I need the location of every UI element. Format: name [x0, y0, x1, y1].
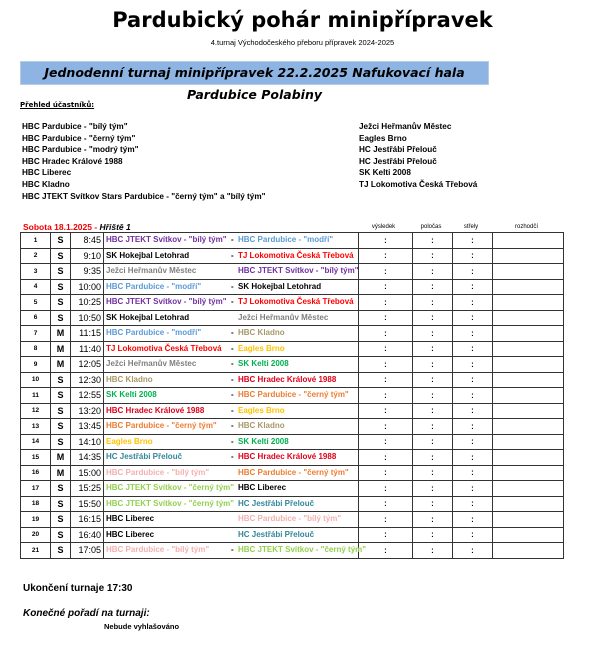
match-teams [104, 481, 359, 497]
home-team: HC Jestřábi Přelouč [106, 452, 183, 461]
shots-cell: : [453, 543, 493, 559]
home-team: HBC Pardubice - "modří" [106, 328, 202, 337]
half-cell: : [413, 434, 453, 450]
shots-cell: : [453, 357, 493, 373]
match-time: 16:40 [71, 527, 104, 543]
away-team: HBC Pardubice - "černý tým" [238, 467, 349, 477]
match-number: 6 [21, 310, 51, 326]
referee-cell [493, 233, 564, 249]
result-cell: : [359, 543, 413, 559]
match-category: S [51, 248, 71, 264]
home-team: SK Hokejbal Letohrad [106, 250, 190, 260]
match-dash: - [231, 421, 234, 430]
match-teams [104, 527, 359, 543]
match-category: M [51, 465, 71, 481]
referee-cell [493, 481, 564, 497]
result-cell: : [359, 295, 413, 311]
match-dash: - [231, 374, 234, 384]
match-category: S [51, 295, 71, 311]
away-team: TJ Lokomotiva Česká Třebová [238, 297, 354, 306]
participant-item: SK Kelti 2008 [359, 168, 411, 178]
match-number: 13 [21, 419, 51, 435]
match-row [21, 357, 564, 373]
match-time: 13:45 [71, 419, 104, 435]
shots-cell: : [453, 233, 493, 249]
match-number: 1 [21, 233, 51, 249]
match-teams [104, 279, 359, 295]
half-cell: : [413, 248, 453, 264]
half-cell: : [413, 496, 453, 512]
home-team: HBC JTEKT Svítkov - "bílý tým" [106, 235, 227, 244]
match-category: M [51, 326, 71, 342]
participants-heading: Přehled účastníků: [20, 101, 95, 109]
match-category: S [51, 279, 71, 295]
match-row [21, 233, 564, 249]
match-number: 11 [21, 388, 51, 404]
match-number: 14 [21, 434, 51, 450]
match-dash: - [231, 436, 234, 446]
match-category: S [51, 496, 71, 512]
referee-cell [493, 388, 564, 404]
header-half: poločas [420, 224, 442, 230]
referee-cell [493, 496, 564, 512]
match-number: 4 [21, 279, 51, 295]
match-time: 13:20 [71, 403, 104, 419]
match-time: 8:45 [71, 233, 104, 249]
referee-cell [493, 372, 564, 388]
half-cell: : [413, 465, 453, 481]
result-cell: : [359, 341, 413, 357]
match-number: 10 [21, 372, 51, 388]
match-row [21, 403, 564, 419]
home-team: SK Kelti 2008 [106, 390, 157, 399]
match-row [21, 434, 564, 450]
match-time: 10:00 [71, 279, 104, 295]
match-time: 11:15 [71, 326, 104, 342]
participants-left [22, 121, 266, 202]
match-teams [104, 326, 359, 342]
match-teams [104, 512, 359, 528]
match-category: S [51, 481, 71, 497]
match-row [21, 419, 564, 435]
shots-cell: : [453, 372, 493, 388]
match-teams [104, 434, 359, 450]
shots-cell: : [453, 295, 493, 311]
participant-item: HBC Kladno [22, 179, 70, 189]
match-teams [104, 403, 359, 419]
referee-cell [493, 450, 564, 466]
match-teams [104, 264, 359, 280]
match-number: 18 [21, 496, 51, 512]
match-category: S [51, 310, 71, 326]
home-team: HBC JTEKT Svítkov - "černý tým" [106, 483, 235, 492]
away-team: TJ Lokomotiva Česká Třebová [238, 250, 354, 260]
field-label: Hřiště 1 [99, 222, 131, 232]
match-dash: - [231, 235, 234, 244]
match-teams [104, 543, 367, 559]
match-number: 9 [21, 357, 51, 373]
referee-cell [493, 264, 564, 280]
result-cell: : [359, 403, 413, 419]
match-category: S [51, 372, 71, 388]
match-dash: - [231, 281, 234, 291]
shots-cell: : [453, 341, 493, 357]
match-teams [104, 465, 359, 481]
shots-cell: : [453, 496, 493, 512]
half-cell: : [413, 481, 453, 497]
final-standings-heading: Konečné pořadí na turnaji: [23, 608, 150, 619]
half-cell: : [413, 295, 453, 311]
home-team: HBC Hradec Králové 1988 [106, 405, 205, 415]
match-number: 17 [21, 481, 51, 497]
match-teams [104, 295, 359, 311]
match-row [21, 341, 564, 357]
participant-item: Eagles Brno [359, 133, 407, 143]
match-dash: - [231, 545, 234, 554]
away-team: HBC Pardubice - "modří" [238, 235, 334, 244]
half-cell: : [413, 543, 453, 559]
referee-cell [493, 279, 564, 295]
match-time: 17:05 [71, 543, 104, 559]
home-team: HBC Kladno [106, 374, 153, 384]
page-subtitle: 4.turnaj Východočeského přeboru přípravek 2024-2025 [210, 38, 395, 47]
result-cell: : [359, 326, 413, 342]
home-team: HBC JTEKT Svítkov - "bílý tým" [106, 297, 227, 306]
match-category: S [51, 264, 71, 280]
participant-item: TJ Lokomotiva Česká Třebová [359, 179, 478, 189]
result-cell: : [359, 419, 413, 435]
half-cell: : [413, 310, 453, 326]
match-row [21, 264, 564, 280]
match-time: 11:40 [71, 341, 104, 357]
home-team: TJ Lokomotiva Česká Třebová [106, 343, 222, 353]
match-time: 12:05 [71, 357, 104, 373]
home-team: HBC JTEKT Svítkov - "černý tým" [106, 498, 235, 508]
header-result: výsledek [371, 224, 396, 230]
match-dash: - [231, 250, 234, 260]
match-row [21, 295, 564, 311]
half-cell: : [413, 372, 453, 388]
match-dash: - [231, 405, 234, 415]
referee-cell [493, 419, 564, 435]
shots-cell: : [453, 527, 493, 543]
half-cell: : [413, 233, 453, 249]
match-category: S [51, 512, 71, 528]
home-team: HBC Pardubice - "černý tým" [106, 421, 217, 430]
match-time: 12:55 [71, 388, 104, 404]
match-category: S [51, 434, 71, 450]
shots-cell: : [453, 248, 493, 264]
half-cell: : [413, 279, 453, 295]
shots-cell: : [453, 481, 493, 497]
result-cell: : [359, 388, 413, 404]
shots-cell: : [453, 465, 493, 481]
match-time: 15:00 [71, 465, 104, 481]
away-team: SK Hokejbal Letohrad [238, 281, 322, 291]
participant-item: HC Jestřábi Přelouč [359, 145, 437, 155]
result-cell: : [359, 357, 413, 373]
match-time: 14:10 [71, 434, 104, 450]
shots-cell: : [453, 450, 493, 466]
result-cell: : [359, 310, 413, 326]
home-team: Ježci Heřmanův Městec [106, 266, 197, 275]
away-team: HBC JTEKT Svítkov - "černý tým" [238, 545, 367, 554]
match-time: 14:35 [71, 450, 104, 466]
match-time: 15:50 [71, 496, 104, 512]
match-time: 16:15 [71, 512, 104, 528]
away-team: HBC Liberec [238, 483, 287, 492]
match-number: 8 [21, 341, 51, 357]
referee-cell [493, 326, 564, 342]
match-row [21, 543, 564, 559]
match-time: 9:35 [71, 264, 104, 280]
referee-cell [493, 310, 564, 326]
match-time: 12:30 [71, 372, 104, 388]
home-team: HBC Liberec [106, 514, 155, 523]
match-number: 2 [21, 248, 51, 264]
shots-cell: : [453, 326, 493, 342]
match-number: 3 [21, 264, 51, 280]
match-row [21, 465, 564, 481]
home-team: HBC Pardubice - "modří" [106, 281, 202, 291]
match-time: 10:50 [71, 310, 104, 326]
referee-cell [493, 543, 564, 559]
result-cell: : [359, 264, 413, 280]
shots-cell: : [453, 264, 493, 280]
referee-cell [493, 341, 564, 357]
match-number: 5 [21, 295, 51, 311]
half-cell: : [413, 326, 453, 342]
referee-cell [493, 465, 564, 481]
half-cell: : [413, 450, 453, 466]
match-row [21, 372, 564, 388]
result-cell: : [359, 372, 413, 388]
home-team: Ježci Heřmanův Městec [106, 359, 197, 368]
header-shots: střely [463, 224, 479, 230]
match-time: 10:25 [71, 295, 104, 311]
home-team: SK Hokejbal Letohrad [106, 312, 190, 322]
result-cell: : [359, 434, 413, 450]
away-team: HBC JTEKT Svítkov - "bílý tým" [238, 266, 359, 275]
result-cell: : [359, 233, 413, 249]
match-number: 12 [21, 403, 51, 419]
match-teams [104, 388, 359, 404]
match-number: 15 [21, 450, 51, 466]
participant-item: HBC Liberec [22, 168, 72, 178]
half-cell: : [413, 527, 453, 543]
half-cell: : [413, 388, 453, 404]
away-team: Eagles Brno [238, 405, 285, 415]
match-row [21, 527, 564, 543]
match-time: 15:25 [71, 481, 104, 497]
match-row [21, 450, 564, 466]
match-time: 9:10 [71, 248, 104, 264]
match-number: 7 [21, 326, 51, 342]
away-team: HBC Pardubice - "černý tým" [238, 390, 349, 399]
schedule-table [20, 232, 564, 559]
away-team: HBC Kladno [238, 328, 285, 337]
away-team: HBC Pardubice - "bílý tým" [238, 514, 342, 523]
schedule-day [23, 222, 131, 232]
match-row [21, 388, 564, 404]
away-team: Ježci Heřmanův Městec [238, 312, 329, 322]
match-row [21, 326, 564, 342]
shots-cell: : [453, 419, 493, 435]
match-teams [104, 357, 359, 373]
match-category: M [51, 357, 71, 373]
match-teams [104, 496, 359, 512]
home-team: Eagles Brno [106, 436, 153, 446]
match-dash: - [231, 359, 234, 368]
event-banner: Jednodenní turnaj minipřípravek 22.2.2025 Nafukovací hala Pardubice Polabiny [20, 61, 489, 85]
referee-cell [493, 248, 564, 264]
referee-cell [493, 434, 564, 450]
match-teams [104, 248, 359, 264]
match-number: 20 [21, 527, 51, 543]
match-row [21, 512, 564, 528]
match-category: M [51, 450, 71, 466]
half-cell: : [413, 264, 453, 280]
match-category: S [51, 233, 71, 249]
participants-right [359, 121, 477, 191]
participant-item: Ježci Heřmanův Městec [359, 122, 452, 131]
away-team: Eagles Brno [238, 343, 285, 353]
day-label: Sobota 18.1.2025 - [23, 222, 100, 232]
participant-item: HBC JTEKT Svítkov Stars Pardubice - "černý tým" a "bílý tým" [22, 191, 266, 201]
home-team: HBC Pardubice - "bílý tým" [106, 467, 210, 477]
result-cell: : [359, 248, 413, 264]
referee-cell [493, 295, 564, 311]
header-referee: rozhodčí [514, 224, 538, 230]
away-team: HC Jestřábi Přelouč [238, 529, 315, 539]
match-row [21, 496, 564, 512]
match-dash: - [231, 297, 234, 306]
away-team: HBC Hradec Králové 1988 [238, 452, 337, 461]
match-dash: - [231, 328, 234, 337]
half-cell: : [413, 357, 453, 373]
home-team: HBC Pardubice - "bílý tým" [106, 545, 210, 554]
match-dash: - [231, 452, 234, 461]
participant-item: HBC Pardubice - "modrý tým" [22, 145, 139, 155]
page-title: Pardubický pohár minipřípravek [112, 8, 493, 32]
participant-item: HC Jestřábi Přelouč [359, 156, 437, 166]
half-cell: : [413, 419, 453, 435]
match-teams [104, 372, 359, 388]
referee-cell [493, 403, 564, 419]
match-row [21, 279, 564, 295]
match-dash: - [231, 390, 234, 399]
half-cell: : [413, 512, 453, 528]
match-number: 16 [21, 465, 51, 481]
participant-item: HBC Hradec Králové 1988 [22, 156, 123, 166]
shots-cell: : [453, 279, 493, 295]
match-dash: - [231, 343, 234, 353]
match-row [21, 481, 564, 497]
match-row [21, 310, 564, 326]
shots-cell: : [453, 403, 493, 419]
final-standings-note: Nebude vyhlašováno [104, 622, 180, 631]
match-category: M [51, 341, 71, 357]
result-cell: : [359, 450, 413, 466]
shots-cell: : [453, 310, 493, 326]
referee-cell [493, 357, 564, 373]
participant-item: HBC Pardubice - "bílý tým" [22, 122, 128, 131]
match-teams [104, 419, 359, 435]
match-category: S [51, 543, 71, 559]
match-teams [104, 310, 359, 326]
match-category: S [51, 388, 71, 404]
match-number: 19 [21, 512, 51, 528]
away-team: HC Jestřábi Přelouč [238, 498, 315, 508]
result-cell: : [359, 481, 413, 497]
home-team: HBC Liberec [106, 529, 155, 539]
result-cell: : [359, 512, 413, 528]
half-cell: : [413, 403, 453, 419]
tournament-end: Ukončení turnaje 17:30 [23, 583, 133, 594]
result-cell: : [359, 496, 413, 512]
half-cell: : [413, 341, 453, 357]
match-category: S [51, 419, 71, 435]
match-teams [104, 233, 359, 249]
away-team: HBC Hradec Králové 1988 [238, 374, 337, 384]
referee-cell [493, 512, 564, 528]
away-team: HBC Kladno [238, 421, 285, 430]
match-teams [104, 341, 359, 357]
participant-item: HBC Pardubice - "černý tým" [22, 133, 136, 143]
referee-cell [493, 527, 564, 543]
match-category: S [51, 527, 71, 543]
match-row [21, 248, 564, 264]
result-cell: : [359, 279, 413, 295]
away-team: SK Kelti 2008 [238, 359, 289, 368]
shots-cell: : [453, 512, 493, 528]
shots-cell: : [453, 434, 493, 450]
match-category: S [51, 403, 71, 419]
result-cell: : [359, 527, 413, 543]
match-teams [104, 450, 359, 466]
shots-cell: : [453, 388, 493, 404]
away-team: SK Kelti 2008 [238, 436, 289, 446]
match-number: 21 [21, 543, 51, 559]
result-cell: : [359, 465, 413, 481]
